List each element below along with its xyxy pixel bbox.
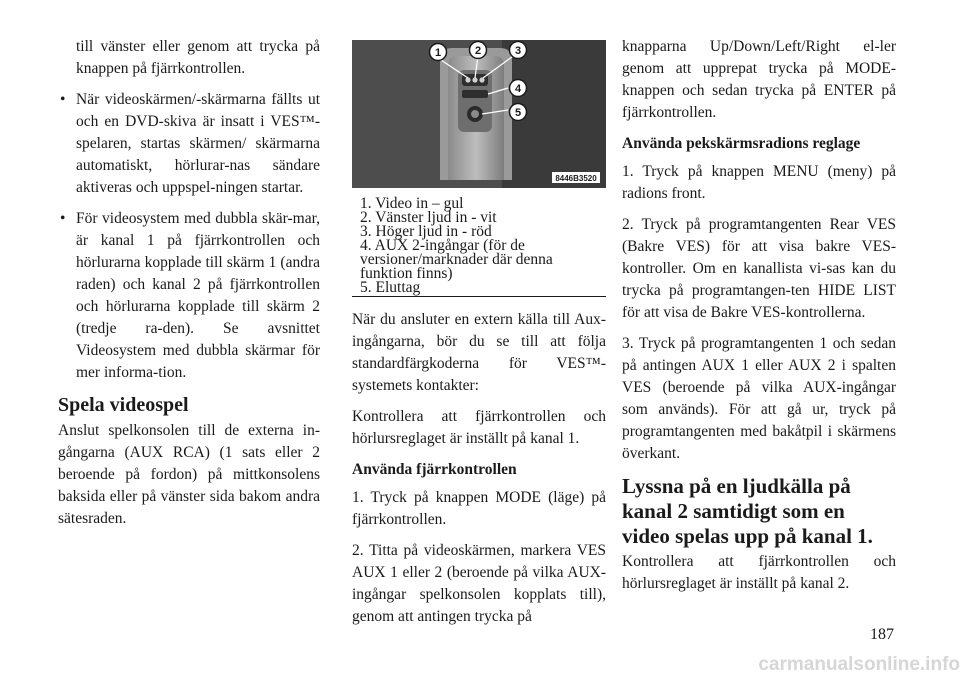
left-column [58,36,320,539]
svg-text:5: 5 [514,107,522,119]
paragraph: 2. Titta på videoskärmen, markera VES AUX 1 eller 2 (beroende på vilka AUX-ingångar spelkonsolen kopplats till), genom att antingen trycka på [352,542,606,625]
caption-line: 3. Höger ljud in - röd [360,223,492,240]
paragraph: 1. Tryck på knappen MODE (läge) på fjärrkontrollen. [352,489,606,528]
page-number: 187 [870,626,894,643]
bullet-text: När videoskärmen/-skärmarna fällts ut och en DVD-skiva är insatt i VES™-spelaren, startas skärmen/ skärmarna automatiskt, hörlurar-nas sändare aktiveras och uppspel-ningen startar. [76,91,320,196]
right-column [622,36,896,604]
bullet-item [58,89,320,199]
subheading: Använda pekskärmsradions reglage [622,135,861,152]
bullet-icon: • [60,91,66,108]
subheading: Använda fjärrkontrollen [352,461,517,478]
watermark: carmanualsonline.info [758,654,960,675]
paragraph: knapparna Up/Down/Left/Right el-ler genom att upprepat trycka på MODE-knappen och sedan trycka på ENTER på fjärrkontrollen. [622,38,896,121]
callout-3 [510,42,527,59]
callout-2 [470,42,487,59]
callout-5 [510,104,527,121]
paragraph: till vänster eller genom att trycka på knappen på fjärrkontrollen. [76,38,320,77]
svg-text:3: 3 [514,45,522,57]
bullet-item [58,208,320,384]
bullet-icon: • [60,210,66,227]
caption-line: 1. Video in – gul [360,195,464,212]
paragraph: Kontrollera att fjärrkontrollen och hörlursreglaget är inställt på kanal 2. [622,553,896,592]
callout-1 [430,44,447,61]
caption-line: 5. Eluttag [360,279,421,296]
paragraph: 1. Tryck på knappen MENU (meny) på radions front. [622,163,896,202]
caption-divider [352,296,606,297]
svg-text:2: 2 [474,45,482,57]
svg-text:4: 4 [514,83,522,95]
aux-inputs-photo [352,40,606,188]
paragraph: När du ansluter en extern källa till Aux-ingångarna, bör du se till att följa standardfärgkoderna för VES™-systemets kontakter: [352,311,606,394]
middle-column [352,40,606,637]
svg-text:1: 1 [434,47,442,59]
figure-caption [352,197,606,295]
section-heading: Spela videospel [58,394,189,416]
paragraph: Anslut spelkonsolen till de externa in-gångarna (AUX RCA) (1 sats eller 2 beroende på fordon) på mittkonsolens baksida eller på vänster sida bakom andra sätesraden. [58,422,320,527]
aux-panel-illustration [352,40,606,188]
callout-4 [510,80,527,97]
paragraph: 3. Tryck på programtangenten 1 och sedan på antingen AUX 1 eller AUX 2 i spalten VES (beroende på vilka AUX-ingångar som används). För att gå ur, tryck på programtangenten med bakåtpil i skärmens överkant. [622,335,896,462]
section-heading: Lyssna på en ljudkälla på kanal 2 samtidigt som en video spelas upp på kanal 1. [622,474,873,548]
paragraph: Kontrollera att fjärrkontrollen och hörlursreglaget är inställt på kanal 1. [352,408,606,447]
paragraph: 2. Tryck på programtangenten Rear VES (Bakre VES) för att visa bakre VES-kontroller. Om en kanallista vi-sas kan du trycka på programtangen-ten HIDE LIST för att visa de Bakre VES-kontrollerna. [622,216,896,321]
image-code: 8446B3520 [555,174,597,183]
caption-line: 2. Vänster ljud in - vit [360,209,497,226]
bullet-text: För videosystem med dubbla skär-mar, är kanal 1 på fjärrkontrollen och hörlurarna kopplade till skärm 1 (andra raden) och kanal 2 på fjärrkontrollen och hörlurarna kopplade till skärm 2 (tredje ra-den). Se avsnittet Videosystem med dubbla skärmar för mer informa-tion. [76,210,320,381]
caption-line: 4. AUX 2-ingångar (för de versioner/marknader där denna funktion finns) [360,237,553,282]
